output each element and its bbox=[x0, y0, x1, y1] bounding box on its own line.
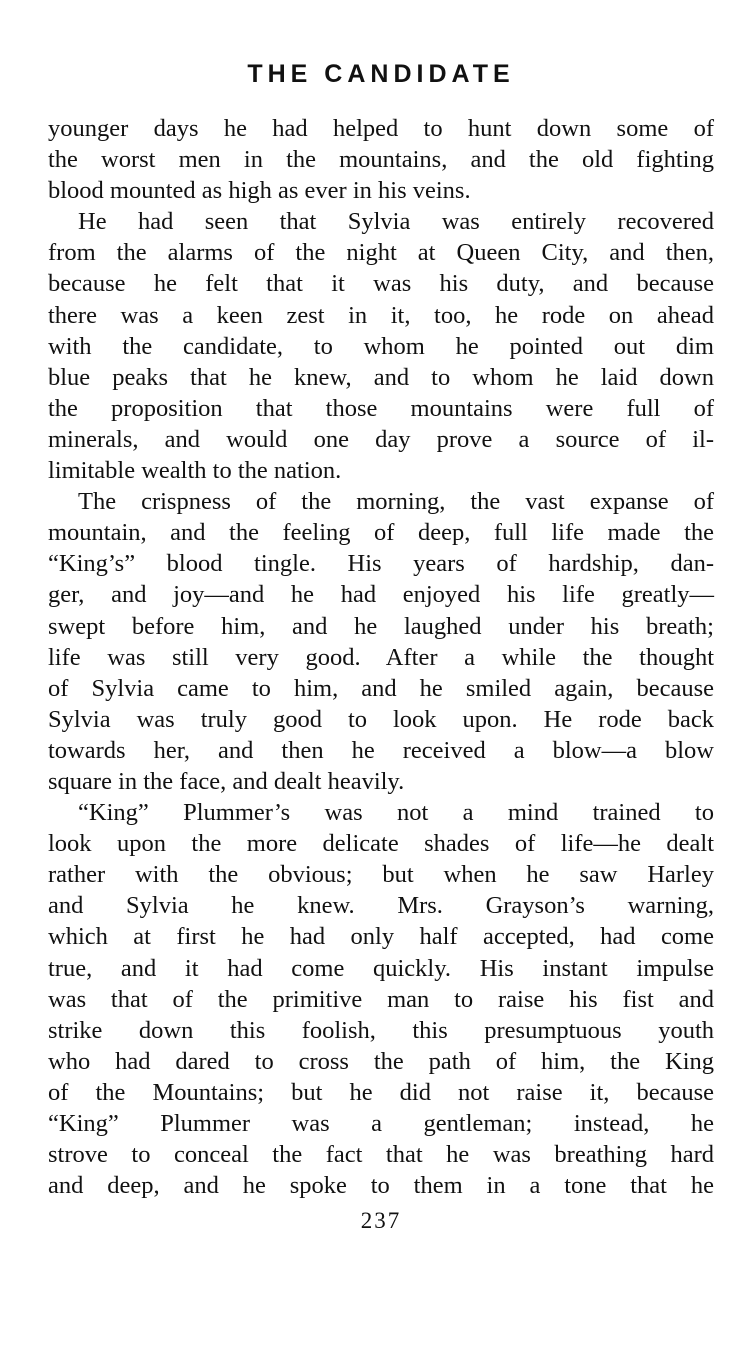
text-line: life was still very good. After a while the thought bbox=[48, 643, 714, 671]
page-number: 237 bbox=[360, 1208, 402, 1233]
text-line: which at first he had only half accepted, had come bbox=[48, 923, 714, 951]
text-line: He had seen that Sylvia was entirely recovered bbox=[78, 208, 714, 236]
text-line: blue peaks that he knew, and to whom he laid down bbox=[48, 363, 714, 391]
text-line: because he felt that it was his duty, and because bbox=[48, 270, 714, 298]
text-line: strike down this foolish, this presumptuous youth bbox=[48, 1016, 714, 1044]
text-line: “King” Plummer was a gentleman; instead, he bbox=[48, 1110, 714, 1137]
text-line: and deep, and he spoke to them in a tone that he bbox=[48, 1172, 714, 1200]
text-line: of the Mountains; but he did not raise it, because bbox=[48, 1078, 714, 1106]
text-line: ger, and joy—and he had enjoyed his life greatly— bbox=[48, 581, 714, 609]
text-line: The crispness of the morning, the vast expanse of bbox=[78, 488, 714, 516]
text-line: limitable wealth to the nation. bbox=[48, 457, 342, 485]
text-line: younger days he had helped to hunt down some of bbox=[48, 115, 714, 142]
text-line: there was a keen zest in it, too, he rode on ahead bbox=[48, 301, 714, 329]
text-line: from the alarms of the night at Queen City, and then, bbox=[48, 239, 714, 267]
text-line: minerals, and would one day prove a source of il- bbox=[48, 425, 714, 453]
text-line: blood mounted as high as ever in his veins. bbox=[48, 177, 471, 205]
text-line: mountain, and the feeling of deep, full life made the bbox=[48, 519, 714, 547]
text-line: true, and it had come quickly. His instant impulse bbox=[48, 954, 714, 982]
text-line: strove to conceal the fact that he was breathing hard bbox=[48, 1141, 714, 1169]
text-line: the worst men in the mountains, and the old fighting bbox=[48, 146, 714, 174]
text-line: look upon the more delicate shades of life—he dealt bbox=[48, 830, 714, 858]
running-head: THE CANDIDATE bbox=[247, 60, 515, 88]
text-line: the proposition that those mountains were full of bbox=[48, 394, 714, 422]
text-line: “King” Plummer’s was not a mind trained to bbox=[78, 799, 714, 827]
text-line: Sylvia was truly good to look upon. He rode back bbox=[48, 705, 714, 733]
text-line: rather with the obvious; but when he saw Harley bbox=[48, 861, 714, 889]
text-line: of Sylvia came to him, and he smiled again, because bbox=[48, 674, 714, 702]
text-line: square in the face, and dealt heavily. bbox=[48, 767, 405, 795]
text-line: and Sylvia he knew. Mrs. Grayson’s warning, bbox=[48, 892, 714, 920]
text-line: who had dared to cross the path of him, the King bbox=[48, 1047, 714, 1075]
text-line: towards her, and then he received a blow—a blow bbox=[48, 736, 714, 764]
text-line: with the candidate, to whom he pointed out dim bbox=[48, 332, 714, 360]
text-line: swept before him, and he laughed under his breath; bbox=[48, 612, 714, 640]
body-text bbox=[48, 113, 714, 1201]
text-line: “King’s” blood tingle. His years of hardship, dan- bbox=[48, 550, 714, 578]
text-line: was that of the primitive man to raise his fist and bbox=[48, 985, 714, 1013]
